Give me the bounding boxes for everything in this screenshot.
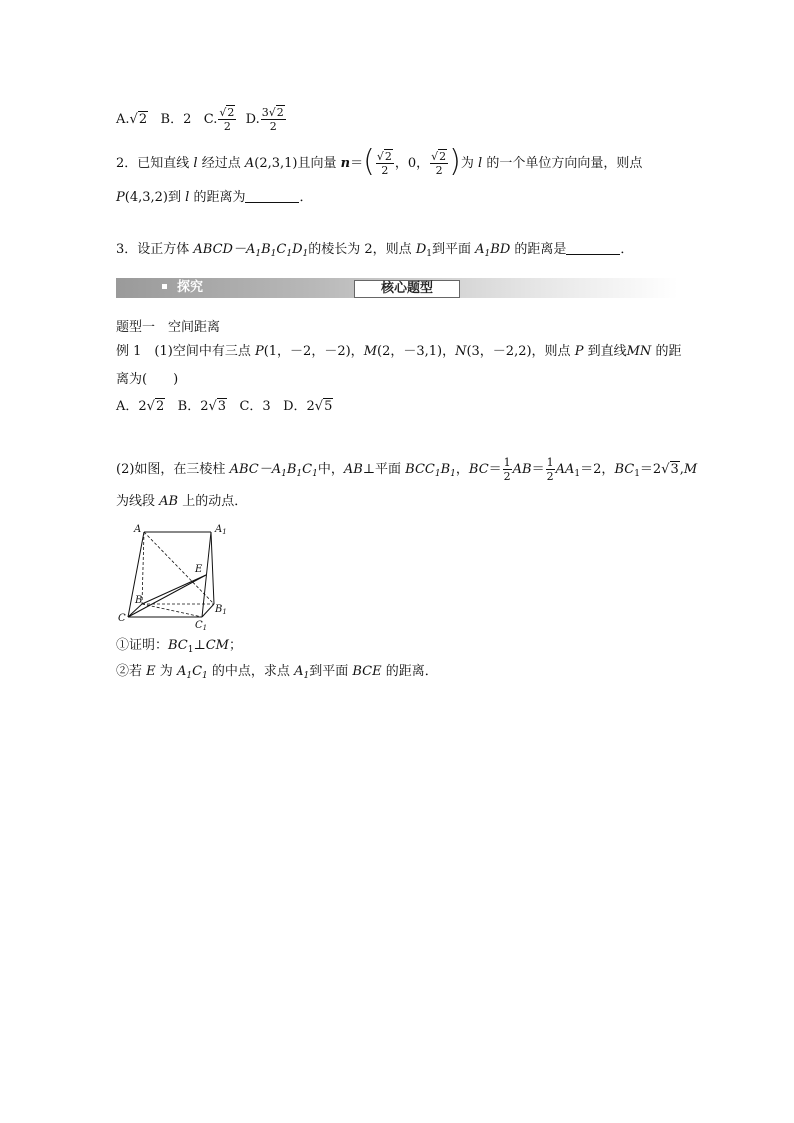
fraction-n2: $\frac{√2}{2}$ xyxy=(431,150,447,177)
answer-blank-q3[interactable] xyxy=(566,240,620,255)
sub-question-2: ②若 E 为 $A_1C_1$ 的中点，求点 $A_1$到平面 BCE 的距离． xyxy=(116,664,438,681)
section-title: 题型一 空间距离 xyxy=(116,320,221,335)
q1-options xyxy=(116,106,287,133)
label-E: E xyxy=(195,564,203,575)
banner-tab-explore: 探究 xyxy=(116,278,236,298)
banner-tab-core-types: 核心题型 xyxy=(354,280,460,298)
question-2-line-1: 2．已知直线 l 经过点 A(2,3,1)且向量 n＝( $\frac{√2}{2}$ ，0， $\frac{√2}{2}$ )为 l 的一个单位方向向量，则点 xyxy=(116,144,643,179)
sub-question-1: ①证明：$BC_1\perp CM$； xyxy=(116,638,243,655)
label-C: C xyxy=(118,613,126,624)
prism-figure xyxy=(116,520,236,630)
label-B: B xyxy=(135,595,143,606)
fraction-half-1: $\frac{1}{2}$ xyxy=(503,456,511,483)
label-B1: $B_1$ xyxy=(215,604,227,616)
fraction-c: $\frac{√2}{2}$ xyxy=(219,106,235,133)
fraction-half-2: $\frac{1}{2}$ xyxy=(546,456,554,483)
answer-blank-q2[interactable] xyxy=(245,188,299,203)
q1-option-b: B．2 xyxy=(160,112,192,127)
label-A1: $A_1$ xyxy=(215,524,227,536)
question-2-line-2: P(4,3,2)到 l 的距离为 ． xyxy=(116,190,313,205)
q1-option-a: A. xyxy=(116,112,130,127)
example-1-options: A．2√2 B．2√3 C．3 D．2√5 xyxy=(116,399,333,414)
fraction-n1: $\frac{√2}{2}$ xyxy=(376,150,392,177)
label-A: A xyxy=(134,524,142,535)
section-banner xyxy=(116,278,678,298)
example-2-line-2: 为线段 AB 上的动点． xyxy=(116,494,248,509)
q1-option-d: D. xyxy=(245,112,260,127)
example-1-line-1: 例 1 (1)空间中有三点 P(1，－2，－2)，M(2，－3,1)，N(3，－2,2)，则点 P 到直线MN 的距 xyxy=(116,344,682,359)
fraction-d: $\frac{3√2}{2}$ xyxy=(261,106,284,133)
question-3: 3．设正方体 $ABCD-A_1B_1C_1D_1$的棱长为 2，则点 $D_1$到平面 $A_1BD$ 的距离是 ． xyxy=(116,242,634,259)
example-1-line-2: 离为( ) xyxy=(116,372,179,387)
q1-option-c: C. xyxy=(203,112,218,127)
square-bullet-icon xyxy=(162,284,167,289)
label-C1: $C_1$ xyxy=(195,620,208,630)
example-2-line-1: (2)如图，在三棱柱 $ABC-A_1B_1C_1$中，AB⊥平面 $BCC_1B_1$，BC＝ $\frac{1}{2}$ AB＝ $\frac{1}{2}$ $AA_1=2$，$BC_1=2√3,M$ xyxy=(116,456,698,483)
sqrt-a: √2 xyxy=(129,112,148,127)
